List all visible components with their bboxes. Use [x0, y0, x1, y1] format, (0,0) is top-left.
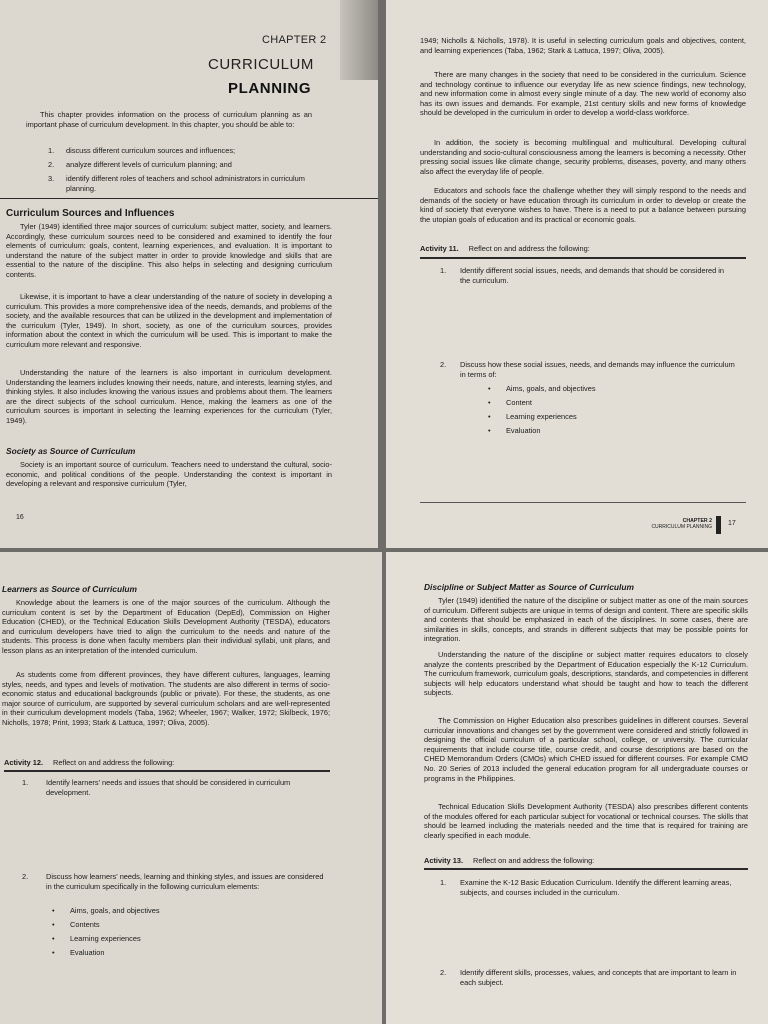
paragraph: There are many changes in the society that need to be considered in the curriculum. Science and technology continue to influence our everyday life as new science findings, new technology, and new information come in almost every single minute of a day. The new world of economy also has its own issues and demands. For example, 21st century skills and new forms of knowledge should be developed in the curriculum in order to develop a world-class workforce. — [420, 70, 746, 118]
bullet-item: • Content — [506, 398, 532, 408]
subsection-title: Society as Source of Curriculum — [6, 446, 136, 456]
page-shadow — [340, 0, 378, 80]
paragraph: The Commission on Higher Education also prescribes guidelines in different courses. Several curricular innovations and changes set by the government were considered and strictly followed in designing the official curriculum of a particular school, college, or university. The curricular requirements that include course title, course credit, and course descriptions are based on the CHED Memorandum Orders (CMOs) which CHED issued for different courses. For example CMO No. 20 Series of 2013 included the general education program for all undergraduate courses or programs in the Philippines. — [424, 716, 748, 783]
paragraph: As students come from different provinces, they have different cultures, languages, learning styles, needs, and types and levels of motivation. The students are also different in terms of socio-economic status and educational backgrounds (public or private). For these, the students, as one major source of curriculum, are supported by several curriculum scholars and are well-represented in their curriculum development models (Taba, 1962; Wheeler, 1967; Walker, 1972; Skilbeck, 1976; Nicholls, 1978; Print, 1993; Stark & Lattuca, 1997; Oliva, 2005). — [2, 670, 330, 727]
question-item: 1. Identify different social issues, needs, and demands that should be considered in the curriculum. — [440, 266, 725, 285]
page-17 — [386, 0, 768, 548]
chapter-title-line2: PLANNING — [228, 80, 312, 97]
paragraph: Likewise, it is important to have a clear understanding of the nature of society in developing a curriculum. This provides a more comprehensive idea of the needs, demands, and problems of the society, and the available resources that can be utilized in the development and implementation of the curriculum (Tyler, 1949). In short, society, as one of the curriculum sources, provides information about the context in which the curriculum will be used. This is important to make the curriculum more relevant and responsive. — [6, 292, 332, 349]
paragraph: 1949; Nicholls & Nicholls, 1978). It is useful in selecting curriculum goals and objectives, content, and learning experiences (Taba, 1962; Stark & Lattuca, 1997; Oliva, 2005). — [420, 36, 746, 55]
chapter-label: CHAPTER 2 — [262, 34, 327, 46]
chapter-title-line1: CURRICULUM — [208, 56, 314, 73]
question-item: 1. Identify learners' needs and issues that should be considered in curriculum development. — [22, 778, 291, 797]
page-18 — [0, 552, 382, 1024]
activity-divider — [424, 868, 748, 870]
subsection-title: Discipline or Subject Matter as Source of Curriculum — [424, 582, 634, 592]
paragraph: Tyler (1949) identified the nature of the discipline or subject matter as one of the main sources of curriculum. Different subjects are unique in terms of design and content. There are specific skills and contents that should be emphasized in each of the disciplines. In some cases, there are similarities in skills, concepts, and strands in different subjects that may be possible points for integration. — [424, 596, 748, 644]
paragraph: Technical Education Skills Development Authority (TESDA) also prescribes different contents of the modules offered for each particular subject for vocational or technical courses. The skills that should be learned including the materials needed and the time that is required for training are clearly specified in each module. — [424, 802, 748, 840]
paragraph: Knowledge about the learners is one of the major sources of the curriculum. Although the curriculum content is set by the Department of Education (DepEd), Commission on Higher Education (CHED), or the Technical Education Skills Development Authority (TESDA), educators and curriculum developers have tried to align the curriculum to the needs and nature of the students. This process is done when faculty members plan their individual syllabi, unit plans, and lesson plans as an interpretation of the intended curriculum. — [2, 598, 330, 655]
page-19 — [386, 552, 768, 1024]
footer-chapter: CHAPTER 2 CURRICULUM PLANNING — [651, 518, 712, 530]
bullet-item: • Learning experiences — [506, 412, 577, 422]
activity-divider — [4, 770, 330, 772]
paragraph: Understanding the nature of the discipline or subject matter requires educators to closely analyze the contents prescribed by the Department of Education especially the K-12 Curriculum. The curriculum framework, curriculum goals, descriptions, standards, and competencies in different subjects will help educators understand what should be taught and how to teach the different subjects. — [424, 650, 748, 698]
question-item: 2. Discuss how these social issues, needs, and demands may influence the curriculum in terms of: — [440, 360, 735, 379]
question-item: 1. Examine the K-12 Basic Education Curriculum. Identify the different learning areas, subjects, and courses included in the curriculum. — [440, 878, 732, 897]
bullet-item: • Evaluation — [70, 948, 105, 958]
objective-item: 2. analyze different levels of curriculum planning; and — [48, 160, 232, 169]
activity-header: Activity 11. Reflect on and address the following: — [420, 244, 590, 253]
objective-item: 1. discuss different curriculum sources and influences; — [48, 146, 236, 155]
subsection-title: Learners as Source of Curriculum — [2, 584, 137, 594]
footer-divider — [420, 502, 746, 503]
objective-item: 3. identify different roles of teachers and school administrators in curriculum planning. — [48, 174, 305, 193]
bullet-item: • Learning experiences — [70, 934, 141, 944]
question-item: 2. Identify different skills, processes, values, and concepts that are important to learn in each subject. — [440, 968, 737, 987]
question-item: 2. Discuss how learners' needs, learning and thinking styles, and issues are considered in the curriculum specifically in the following curriculum elements: — [22, 872, 324, 891]
paragraph: Educators and schools face the challenge whether they will simply respond to the needs and demands of the society or have education through its curriculum in order to develop or create the kind of society that everyone wishes to have. There is a need to put a balance between pursuing the utopian goals of education and its practical or economic goals. — [420, 186, 746, 224]
chapter-tab — [716, 516, 721, 534]
bullet-item: • Contents — [70, 920, 100, 930]
bullet-item: • Aims, goals, and objectives — [506, 384, 596, 394]
chapter-intro: This chapter provides information on the process of curriculum planning as an important phase of curriculum development. In this chapter, you should be able to: — [26, 110, 312, 129]
bullet-item: • Aims, goals, and objectives — [70, 906, 160, 916]
section-title: Curriculum Sources and Influences — [6, 208, 175, 219]
activity-header: Activity 12. Reflect on and address the following: — [4, 758, 175, 767]
activity-divider — [420, 257, 746, 259]
page-number: 17 — [728, 520, 736, 527]
paragraph: Tyler (1949) identified three major sources of curriculum: subject matter, society, and learners. Accordingly, these curriculum sources need to be considered and examined to identify the four elements of curriculum: goals, content, learning experiences, and evaluation. It is important to understand the nature of the subject matter in order to provide knowledge and skills that are essential to the nature of the discipline. This also helps in selecting and designing curriculum contents. — [6, 222, 332, 279]
page-16 — [0, 0, 378, 548]
page-number: 16 — [16, 514, 24, 521]
paragraph: Society is an important source of curriculum. Teachers need to understand the cultural, socio-economic, and political conditions of the people. Understanding the context is important in developing a relevant and responsive curriculum (Tyler, — [6, 460, 332, 489]
section-divider — [0, 198, 378, 199]
paragraph: In addition, the society is becoming multilingual and multicultural. Developing cultural understanding and socio-cultural consciousness among the learners is becoming a necessity. Other pressing social issues like climate change, security problems, diseases, poverty, and many others also affect the everyday life of people. — [420, 138, 746, 176]
paragraph: Understanding the nature of the learners is also important in curriculum development. Understanding the learners includes knowing their needs, nature, and interests, learning styles, and thinking styles. It also includes knowing the various issues and problems about them. The learners are the direct subjects of the school curriculum. Hence, making the learners as one of the curriculum sources is important in selecting the learning experiences for the curriculum (Tyler, 1949). — [6, 368, 332, 425]
activity-header: Activity 13. Reflect on and address the following: — [424, 856, 595, 865]
bullet-item: • Evaluation — [506, 426, 541, 436]
